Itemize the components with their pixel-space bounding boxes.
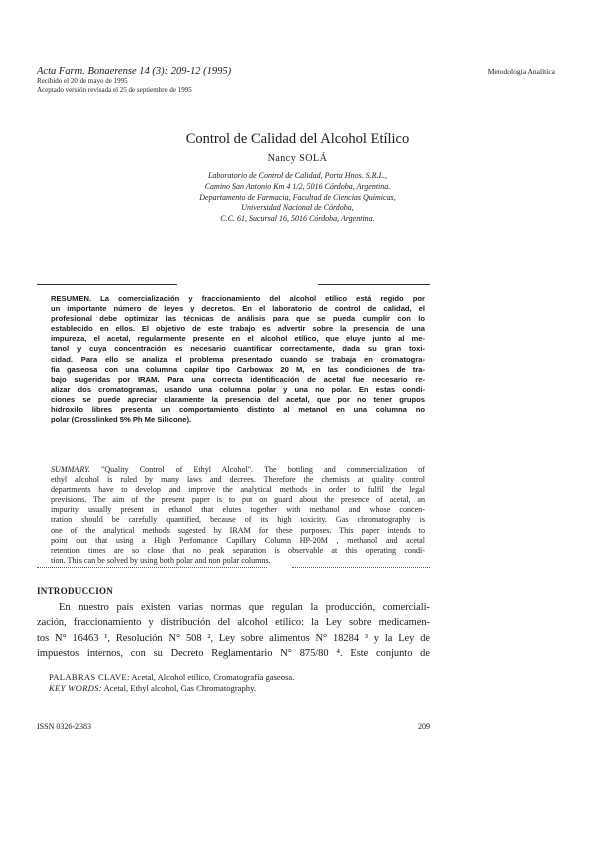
intro-heading: INTRODUCCION xyxy=(37,586,114,596)
summary-abstract xyxy=(51,465,425,566)
article-title: Control de Calidad del Alcohol Etílico xyxy=(185,131,410,147)
journal-header xyxy=(37,66,231,95)
summary-line: departments have to develop and improve the analytical methods in order to fulfil the legal xyxy=(51,485,425,495)
abstract-rule-top-left xyxy=(37,284,177,285)
summary-line: one of the analytical methods sugested by IRAM for these purposes. This paper intends to xyxy=(51,525,425,535)
page-number: 209 xyxy=(418,722,430,731)
keywords-block xyxy=(49,672,294,694)
keywords-spanish xyxy=(49,672,294,683)
intro-paragraph xyxy=(37,600,430,662)
keywords-en-label: KEY WORDS: xyxy=(49,683,102,693)
resumen-line: alizar dos cromatogramas, usando una columna polar y una no polar. En estas condi- xyxy=(51,384,425,394)
article-author: Nancy SOLÁ xyxy=(267,153,328,164)
summary-line: tration should be carefully quantified, because of its high toxicity. Gas chromatography is xyxy=(51,515,425,525)
summary-line: impurity usually present in ethanol that elutes together with methanol and whose concen- xyxy=(51,505,425,515)
resumen-line: establecido en ellos. El objetivo de este trabajo es advertir sobre la presencia de una xyxy=(51,324,425,334)
abstract-rule-top-right xyxy=(318,284,430,285)
keywords-english xyxy=(49,683,294,694)
keywords-en-text: Acetal, Ethyl alcohol, Gas Chromatography. xyxy=(101,683,256,693)
author-affiliation xyxy=(0,171,595,225)
affiliation-line: Laboratorio de Control de Calidad, Porta Hnos. S.R.L., xyxy=(207,171,388,180)
resumen-line: fía gaseosa con una columna capilar tipo Carbowax 20 M, en las condiciones de tra- xyxy=(51,364,425,374)
received-date: Recibido el 20 de mayo de 1995 xyxy=(37,77,128,85)
journal-citation: Acta Farm. Bonaerense 14 (3): 209-12 (1995) xyxy=(37,66,232,77)
accepted-date: Aceptado versión revisada el 25 de septiembre de 1995 xyxy=(37,86,192,94)
resumen-line: cidad. Para ello se analiza el problema presentado cuando se trabaja en cromatogra- xyxy=(51,354,425,364)
summary-line: tion. This can be solved by using both polar and non polar columns. xyxy=(51,555,271,565)
resumen-line: tanol y cuya concentración es necesario cuantificar correctamente, dada su gran toxi- xyxy=(51,344,425,354)
resumen-line: polar (Crosslinked 5% Ph Me Silicone). xyxy=(51,415,192,425)
intro-line: impuestos internos, con su Decreto Reglamentario N° 875/80 ⁴. Este conjunto de xyxy=(37,648,430,660)
resumen-line: un importante número de leyes y decretos. En el laboratorio de control de calidad, el xyxy=(51,304,425,314)
resumen-abstract xyxy=(51,294,425,425)
intro-line: En nuestro país existen varias normas que regulan la producción, comerciali- xyxy=(59,602,430,613)
affiliation-line: Camino San Antonio Km 4 1/2, 5016 Córdoba, Argentina. xyxy=(204,181,391,191)
issn: ISSN 0326-2383 xyxy=(37,722,92,731)
resumen-line: hidroxilo libres presenta un comportamiento distinto al metanol en una columna no xyxy=(51,405,425,415)
affiliation-line: Universidad Nacional de Córdoba, xyxy=(241,203,354,213)
keywords-es-label: PALABRAS CLAVE: xyxy=(49,672,130,682)
resumen-line: profesional debe optimizar las técnicas de análisis para que se pueda cumplir con lo xyxy=(51,314,425,324)
resumen-line: RESUMEN. La comercialización y fraccionamiento del alcohol etílico está regido por xyxy=(51,294,425,303)
resumen-line: ciones se puede apreciar claramente la presencia del acetal, que por no tener grupos xyxy=(51,394,425,404)
summary-label: SUMMARY. xyxy=(51,465,90,474)
affiliation-line: C.C. 61, Sucursal 16, 5016 Córdoba, Argentina. xyxy=(220,214,375,224)
intro-line: zación, fraccionamiento y distribución del alcohol etílico: la Ley sobre medicamen- xyxy=(37,617,430,629)
affiliation-line: Departamento de Farmacia, Facultad de Ciencias Químicas, xyxy=(199,192,396,202)
abstract-rule-bottom-left xyxy=(37,567,267,568)
section-label: Metodología Analítica xyxy=(487,67,555,76)
abstract-rule-bottom-right xyxy=(292,567,430,568)
summary-line: previsions. The aim of the present paper is to put on guard about the presence of acetal, an xyxy=(51,495,425,505)
summary-line: retention times are so close that no peak separation is observable at this operating condi- xyxy=(51,545,425,555)
keywords-es-text: Acetal, Alcohol etílico, Cromatografía gaseosa. xyxy=(129,672,295,682)
intro-line: tos N° 16463 ¹, Resolución N° 508 ², Ley sobre alimentos N° 18284 ³ y la Ley de xyxy=(37,632,430,644)
summary-line: point out that using a High Perfomance Capillary Column HP-20M , methanol and acetal xyxy=(51,535,425,545)
summary-line xyxy=(51,465,425,475)
resumen-line: bajo sugeridas por IRAM. Para una correcta identificación de acetal fue necesario re- xyxy=(51,374,425,384)
summary-first-line: "Quality Control of Ethyl Alcohol". The bottling and commercialization of xyxy=(89,465,425,474)
summary-line: ethyl alcohol is ruled by many laws and decrees. Therefore the chemists at quality control xyxy=(51,475,425,485)
resumen-line: impureza, el acetal, regularmente presente en el alcohol etílico, que eluye junto al me- xyxy=(51,334,425,344)
